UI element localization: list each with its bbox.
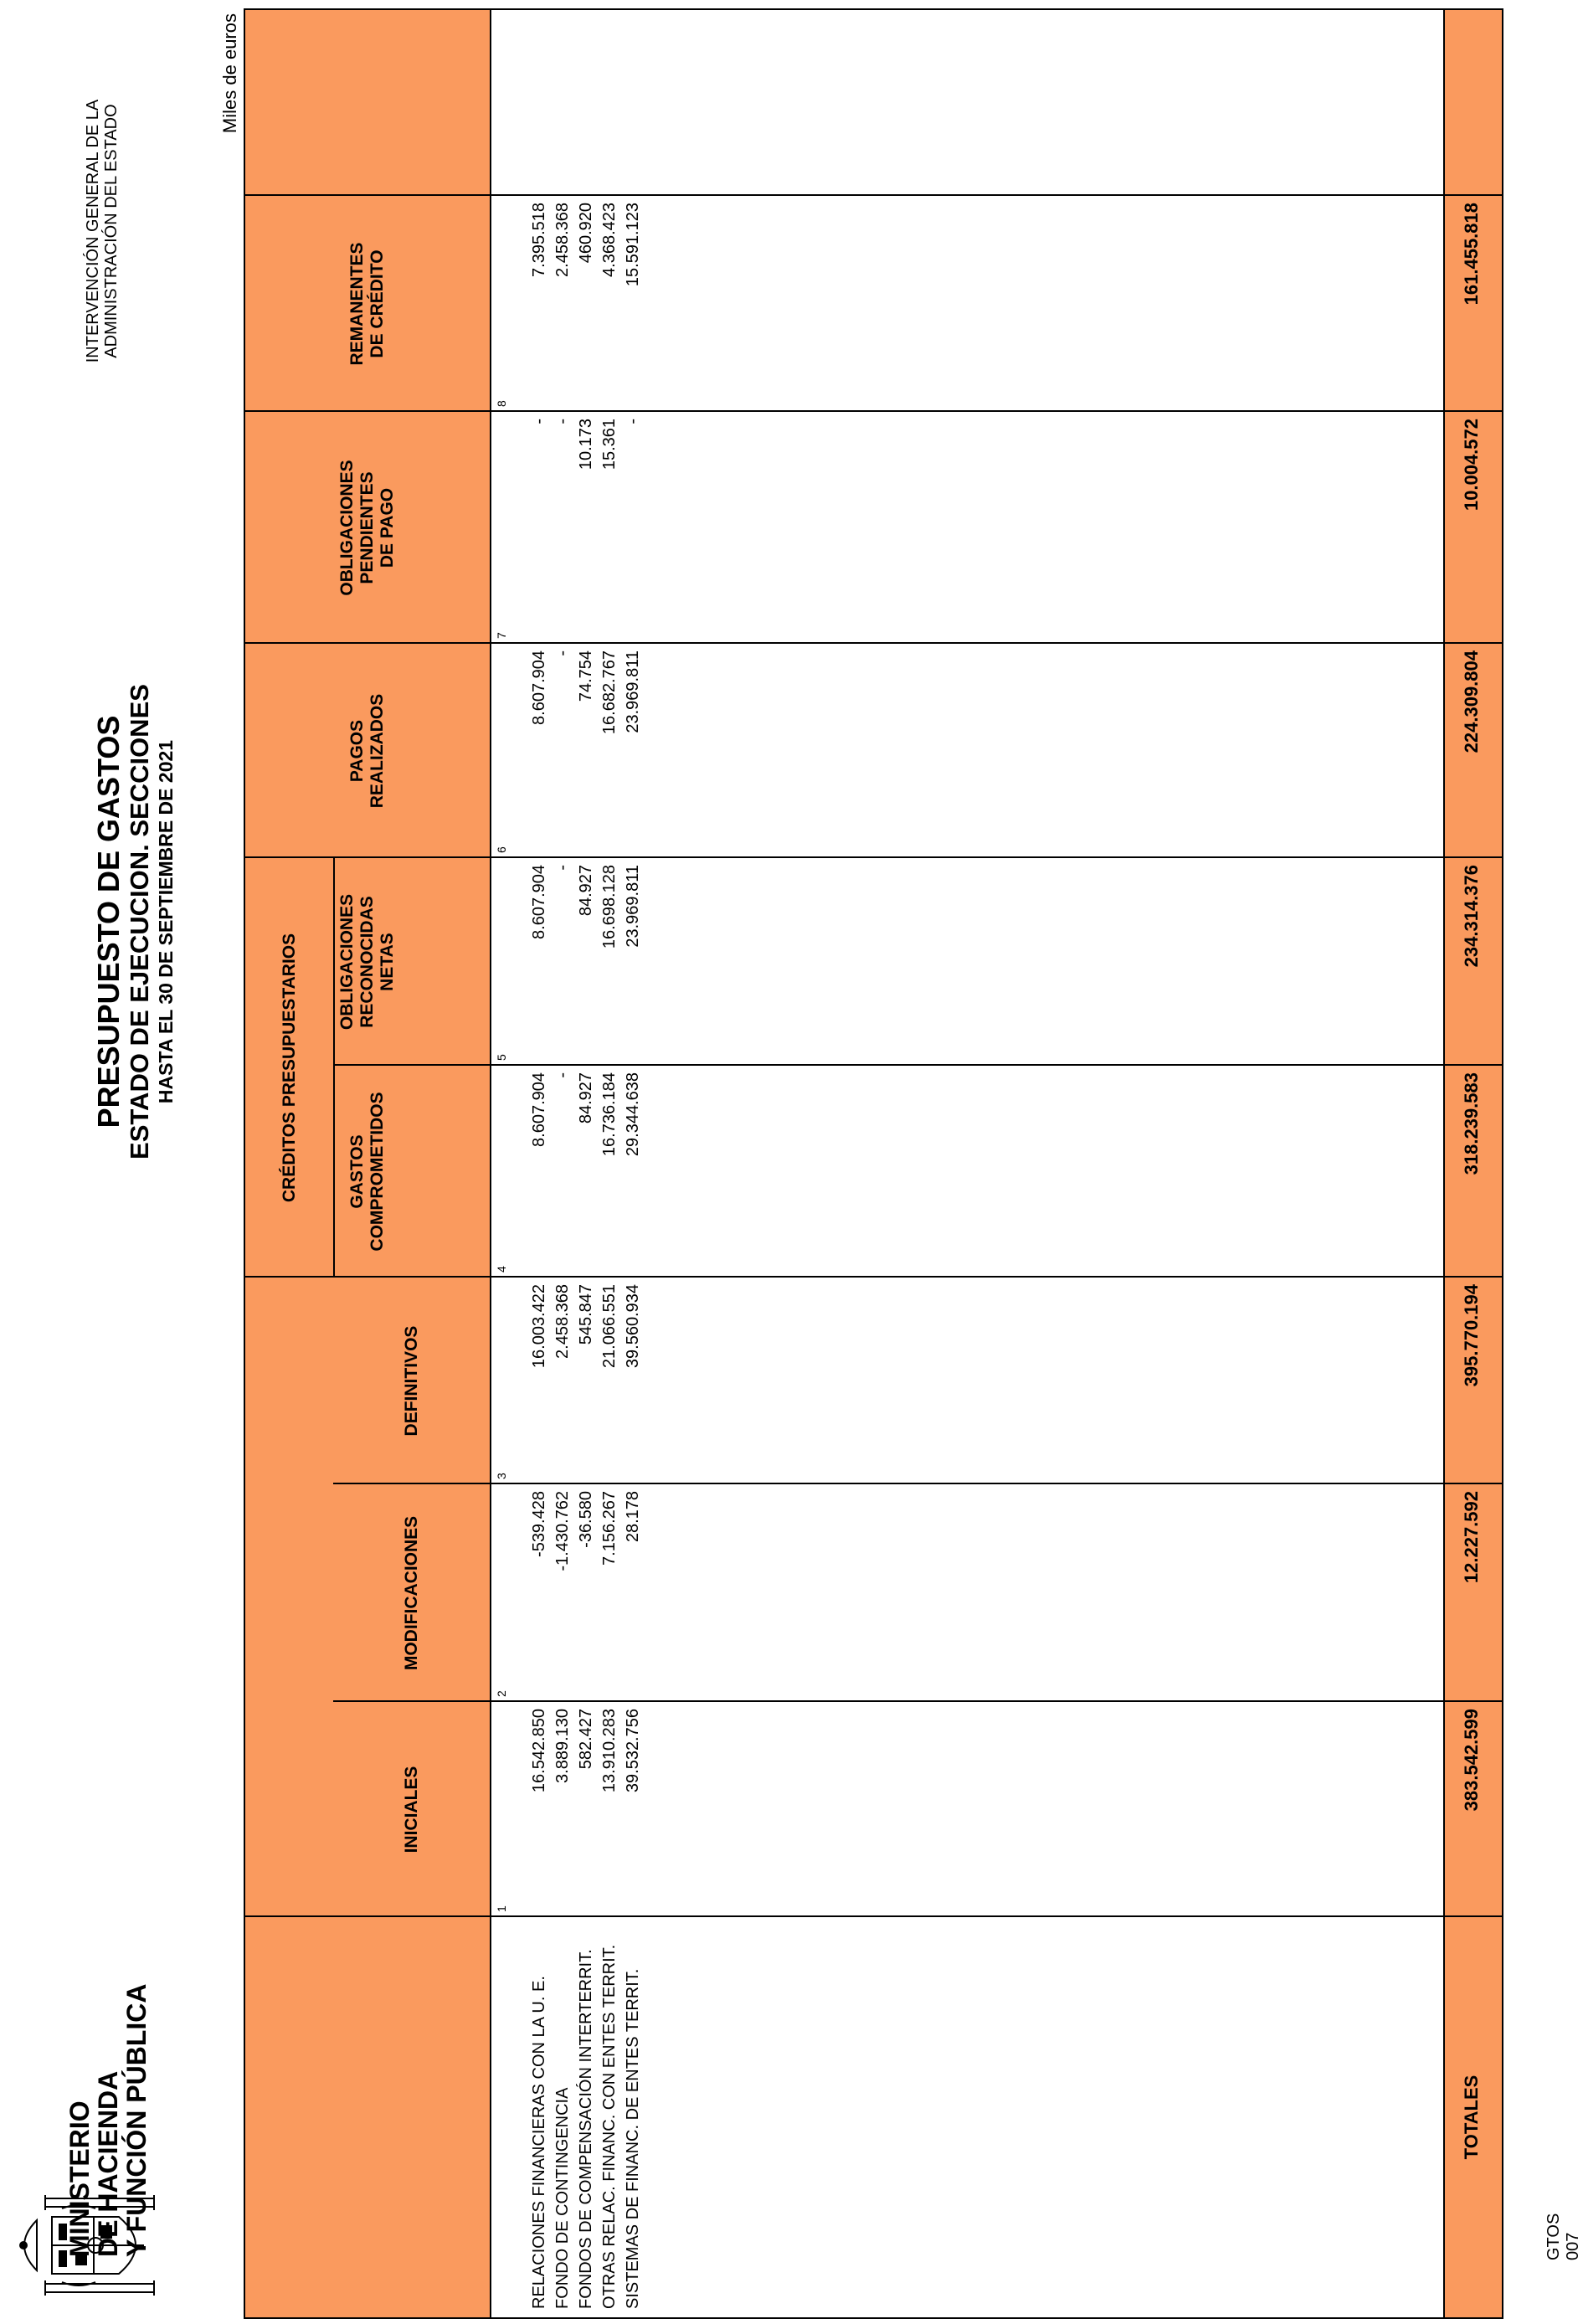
table-cell: 28.178	[624, 1491, 642, 1543]
column-number: 3	[495, 1473, 508, 1479]
totals-cell: 224.309.804	[1461, 650, 1482, 753]
column-number: 1	[495, 1905, 508, 1912]
totals-cell: 395.770.194	[1461, 1284, 1482, 1387]
table-cell: 39.532.756	[624, 1709, 642, 1793]
table-cell: 7.156.267	[600, 1491, 619, 1566]
table-cell: 8.607.904	[530, 650, 548, 725]
row-label: FONDOS DE COMPENSACIÓN INTERTERRIT.	[577, 1949, 595, 2309]
table-cell: -539.428	[530, 1491, 548, 1557]
table-cell: 16.542.850	[530, 1709, 548, 1793]
column-header-remanentes-de-credito	[245, 196, 490, 412]
column-header-line: COMPROMETIDOS	[367, 1092, 387, 1252]
column-header-obligaciones-pendientes-de-pago	[245, 412, 490, 644]
column-divider	[333, 1064, 1502, 1066]
table-cell: 21.066.551	[600, 1284, 619, 1369]
table-cell: 8.607.904	[530, 1072, 548, 1147]
column-number: 2	[495, 1690, 508, 1697]
table-cell: 545.847	[577, 1284, 595, 1345]
column-divider	[333, 1700, 1502, 1702]
table-cell: -	[530, 419, 548, 424]
column-divider	[333, 1483, 1502, 1484]
table-cell: -1.430.762	[553, 1491, 572, 1571]
column-number: 5	[495, 1054, 508, 1061]
table-cell: 15.591.123	[624, 203, 642, 287]
column-header-pagos-realizados	[245, 644, 490, 858]
column-header-definitivos	[333, 1278, 490, 1484]
table-cell: 16.736.184	[600, 1072, 619, 1157]
column-header-obligaciones-reconocidas-netas	[245, 858, 490, 1066]
table-cell: 7.395.518	[530, 203, 548, 277]
ministry-line: MINISTERIO	[64, 2100, 95, 2257]
table-cell: 23.969.811	[624, 865, 642, 948]
column-header-line: REALIZADOS	[367, 693, 387, 809]
column-header-iniciales	[333, 1702, 490, 1917]
ministry-line: DE HACIENDA	[93, 2070, 123, 2257]
column-header-line: INICIALES	[401, 1766, 421, 1854]
ministry-name	[65, 1983, 151, 2257]
report-period: HASTA EL 30 DE SEPTIEMBRE DE 2021	[155, 739, 177, 1104]
report-subtitle: ESTADO DE EJECUCION. SECCIONES	[125, 684, 154, 1159]
totals-cell: 12.227.592	[1461, 1491, 1482, 1584]
totals-top-line	[1443, 10, 1445, 2317]
totals-cell: 383.542.599	[1461, 1709, 1482, 1812]
table-cell: 3.889.130	[553, 1709, 572, 1783]
table-cell: 16.003.422	[530, 1284, 548, 1369]
column-number: 8	[495, 400, 508, 407]
table-cell: 16.698.128	[600, 865, 619, 949]
totals-cell: 234.314.376	[1461, 865, 1482, 968]
column-number: 4	[495, 1266, 508, 1273]
table-cell: -	[553, 865, 572, 871]
column-header-line: PENDIENTES	[357, 471, 377, 584]
column-number: 6	[495, 846, 508, 853]
row-label: OTRAS RELAC. FINANC. CON ENTES TERRIT.	[600, 1944, 619, 2309]
totals-label: TOTALES	[1461, 2075, 1482, 2160]
column-header-line: NETAS	[378, 933, 397, 991]
column-header-line: DE PAGO	[378, 487, 397, 568]
row-label: FONDO DE CONTINGENCIA	[553, 2087, 572, 2309]
group-header-creditos: CRÉDITOS PRESUPUESTARIOS	[279, 933, 299, 1203]
column-header-modificaciones	[333, 1484, 490, 1702]
report-code: GTOS 007	[1544, 2213, 1582, 2260]
table-cell: 2.458.368	[553, 203, 572, 277]
column-divider	[245, 1915, 1502, 1917]
table-cell: 4.368.423	[600, 203, 619, 277]
table-cell: -	[553, 650, 572, 656]
table-cell: 23.969.811	[624, 650, 642, 733]
column-header-line: OBLIGACIONES	[337, 893, 357, 1031]
table-cell: 29.344.638	[624, 1072, 642, 1157]
table-cell: 13.910.283	[600, 1709, 619, 1793]
totals-cell: 10.004.572	[1461, 419, 1482, 512]
ministry-line: Y FUNCIÓN PÚBLICA	[121, 1983, 152, 2257]
table-cell: 16.682.767	[600, 650, 619, 735]
agency-line: ADMINISTRACIÓN DEL ESTADO	[102, 104, 121, 358]
table-cell: 10.173	[577, 419, 595, 470]
table-cell: 84.927	[577, 1072, 595, 1124]
header-bottom-line	[490, 10, 491, 2317]
column-header-line: REMANENTES	[347, 242, 367, 366]
column-header-gastos-comprometidos	[245, 1066, 490, 1278]
table-cell: 74.754	[577, 650, 595, 702]
budget-execution-table	[244, 8, 1503, 2319]
totals-cell: 161.455.818	[1461, 203, 1482, 306]
table-cell: 460.920	[577, 203, 595, 264]
table-cell: 2.458.368	[553, 1284, 572, 1359]
table-cell: -	[553, 1072, 572, 1078]
column-header-line: MODIFICACIONES	[401, 1515, 421, 1671]
row-label: SISTEMAS DE FINANC. DE ENTES TERRIT.	[624, 1968, 642, 2309]
table-cell: 15.361	[600, 419, 619, 470]
table-cell: 84.927	[577, 865, 595, 917]
agency-name	[84, 39, 121, 424]
column-header-line: PAGOS	[347, 719, 367, 783]
column-header-line: OBLIGACIONES	[337, 460, 357, 596]
column-header-line: DEFINITIVOS	[401, 1325, 421, 1437]
table-cell: -	[553, 419, 572, 424]
table-cell: 8.607.904	[530, 865, 548, 939]
totals-cell: 318.239.583	[1461, 1072, 1482, 1175]
table-cell: 39.560.934	[624, 1284, 642, 1369]
column-header-line: DE CRÉDITO	[367, 249, 387, 358]
report-title-block	[92, 486, 177, 1357]
agency-line: INTERVENCIÓN GENERAL DE LA	[84, 99, 102, 363]
column-header-line: GASTOS	[347, 1134, 367, 1209]
report-title: PRESUPUESTO DE GASTOS	[91, 715, 126, 1129]
units-label: Miles de euros	[219, 13, 240, 134]
table-cell: 582.427	[577, 1709, 595, 1770]
table-cell: -	[624, 419, 642, 424]
row-label: RELACIONES FINANCIERAS CON LA U. E.	[530, 1976, 548, 2309]
column-number: 7	[495, 632, 508, 639]
table-cell: -36.580	[577, 1491, 595, 1548]
column-header-line: RECONOCIDAS	[357, 896, 377, 1028]
